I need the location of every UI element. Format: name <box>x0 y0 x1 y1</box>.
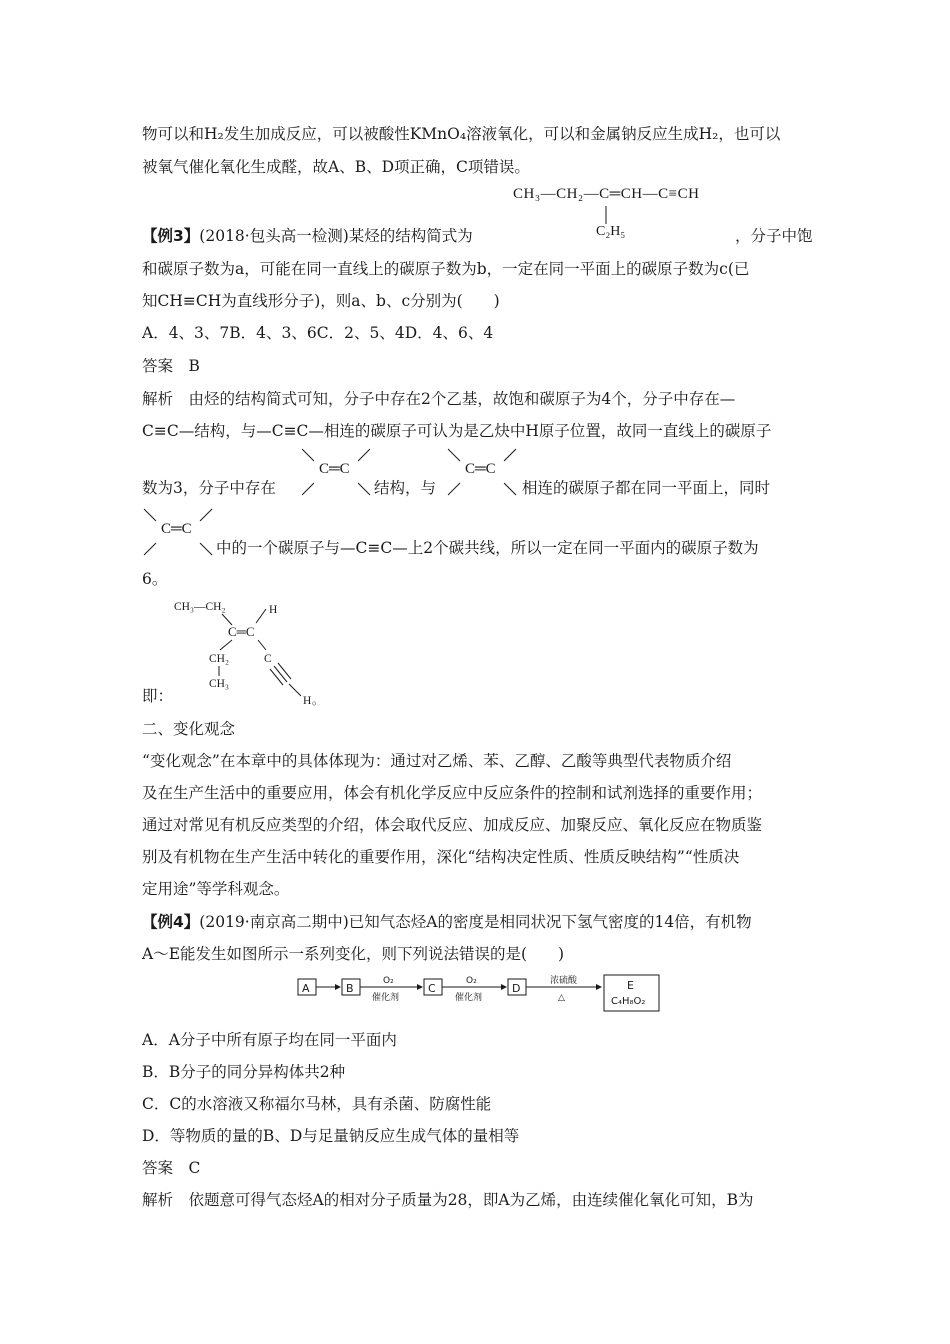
structure-diagram <box>170 596 330 708</box>
example4-option-c: C．C的水溶液又称福尔马林，具有杀菌、防腐性能 <box>142 1095 492 1113</box>
example4-option-d: D．等物质的量的B、D与足量钠反应生成气体的量相等 <box>142 1127 520 1145</box>
section2-para-5: 定用途”等学科观念。 <box>142 880 290 898</box>
box-c-label: C <box>428 982 436 995</box>
example3-line-3: 知CH≡CH为直线形分子)，则a、b、c分别为( ) <box>142 292 500 310</box>
alkene-fragment-1 <box>300 447 372 497</box>
example3-answer: 答案 B <box>142 357 200 375</box>
section2-heading: 二、变化观念 <box>142 720 236 738</box>
arrow2-reagent: O₂ <box>466 976 477 986</box>
example4-option-b: B．B分子的同分异构体共2种 <box>142 1063 346 1081</box>
section2-para-1: “变化观念”在本章中的具体体现为：通过对乙烯、苯、乙醇、乙酸等典型代表物质介绍 <box>142 752 732 770</box>
box-b-label: B <box>346 982 354 995</box>
section2-para-2: 及在生产生活中的重要应用，体会有机化学反应中反应条件的控制和试剂选择的重要作用； <box>142 784 763 802</box>
example4-explanation: 解析 依题意可得气态烃A的相对分子质量为28，即A为乙烯，由连续催化氧化可知，B为 <box>142 1191 754 1209</box>
section2-para-3: 通过对常见有机反应类型的介绍，体会取代反应、加成反应、加聚反应、氧化反应在物质鉴 <box>142 816 763 834</box>
structure-lead: 即： <box>142 687 174 705</box>
box-a-label: A <box>302 982 310 995</box>
formula-branch-bond <box>598 204 618 226</box>
example3-stem: (2018·包头高一检测)某烃的结构简式为 <box>199 227 473 245</box>
example4-answer: 答案 C <box>142 1159 201 1177</box>
formula-main: CH₃—CH₂—C═CH—C≡CH <box>513 186 700 202</box>
alkyne-c-label: C <box>264 653 272 665</box>
example3-explanation-4: 中的一个碳原子与—C≡C—上2个碳共线，所以一定在同一平面内的碳原子数为 <box>216 539 759 557</box>
section2-para-4: 别及有机物在生产生活中转化的重要作用，深化“结构决定性质、性质反映结构”“性质决 <box>142 848 740 866</box>
h-top-label: H <box>269 604 278 616</box>
example3-options: A．4、3、7B．4、3、6C．2、5、4D．4、6、4 <box>142 324 494 342</box>
example3-explanation-3a: 数为3，分子中存在 <box>142 479 276 497</box>
example4-option-a: A．A分子中所有原子均在同一平面内 <box>142 1031 397 1049</box>
alkene-fragment-3 <box>142 507 214 557</box>
ch2-label: CH₂ <box>209 653 229 665</box>
structure-period: 。 <box>312 693 325 707</box>
box-d-label: D <box>512 982 521 995</box>
box-e-formula: C₄H₈O₂ <box>611 996 646 1007</box>
double-bond-label: C═C <box>228 624 255 639</box>
formula-substituent: C₂H₅ <box>596 224 626 239</box>
example3-line-2: 和碳原子数为a，可能在同一直线上的碳原子数为b，一定在同一平面上的碳原子数为c(已 <box>142 260 750 278</box>
alkene-fragment-3-label: C═C <box>161 521 192 537</box>
ch3-label: CH₃ <box>209 678 229 690</box>
ethyl-top-label: CH₃—CH₂ <box>174 601 226 613</box>
example3-tag: 【例3】 <box>142 227 200 245</box>
example4-line-2: A～E能发生如图所示一系列变化，则下列说法错误的是( ) <box>142 945 565 963</box>
example3-explanation-3b: 结构，与 <box>374 479 437 497</box>
example3-line-1 <box>142 226 473 246</box>
example4-line-1 <box>142 912 752 932</box>
example3-explanation-3c: 相连的碳原子都在同一平面上，同时 <box>522 479 771 497</box>
example4-stem: (2019·南京高二期中)已知气态烃A的密度是相同状况下氢气密度的14倍，有机物 <box>199 913 752 931</box>
arrow3-condition: △ <box>558 993 565 1003</box>
intro-line-1: 物可以和H₂发生加成反应，可以被酸性KMnO₄溶液氧化，可以和金属钠反应生成H₂，也可以 <box>142 125 781 143</box>
example3-explanation-1: 解析 由烃的结构简式可知，分子中存在2个乙基，故饱和碳原子为4个，分子中存在— <box>142 390 736 408</box>
reaction-flow-diagram <box>296 971 661 1015</box>
alkene-fragment-2-label: C═C <box>465 461 496 477</box>
box-e-label: E <box>627 979 634 992</box>
alkene-fragment-1-label: C═C <box>319 461 350 477</box>
example3-line-1-tail: ，分子中饱 <box>735 227 813 245</box>
alkene-fragment-2 <box>446 447 518 497</box>
intro-line-2: 被氧气催化氧化生成醛，故A、B、D项正确，C项错误。 <box>142 158 530 176</box>
arrow1-condition: 催化剂 <box>372 993 400 1003</box>
arrow2-condition: 催化剂 <box>455 993 483 1003</box>
arrow1-reagent: O₂ <box>383 976 394 986</box>
example4-tag: 【例4】 <box>142 913 200 931</box>
example3-explanation-2: C≡C—结构，与—C≡C—相连的碳原子可认为是乙炔中H原子位置，故同一直线上的碳原子 <box>142 422 772 440</box>
example3-explanation-5: 6。 <box>142 570 168 588</box>
h-end-label: H <box>303 695 312 707</box>
arrow3-reagent: 浓硫酸 <box>550 976 578 986</box>
